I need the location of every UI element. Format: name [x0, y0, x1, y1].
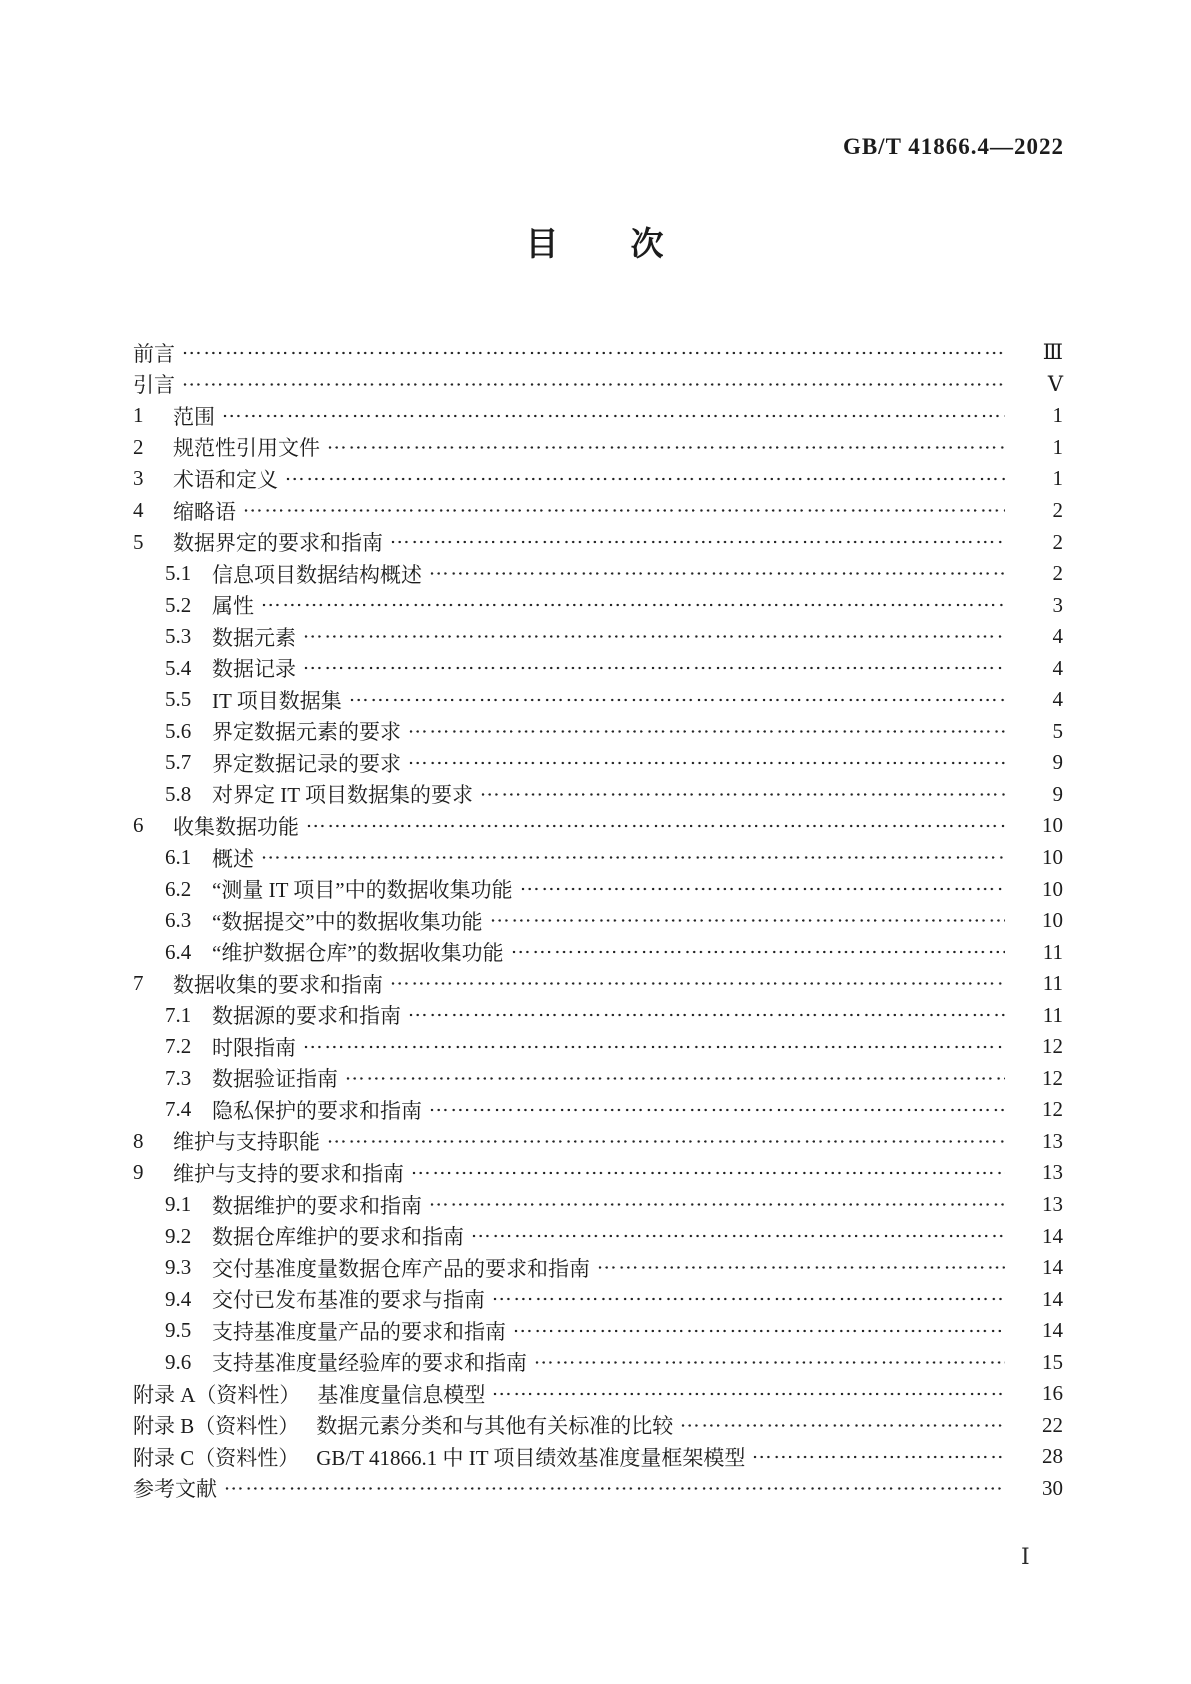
toc-entry-number: 5.4: [165, 655, 192, 680]
dot-leader: [346, 1063, 1005, 1095]
dot-leader: [514, 1315, 1005, 1347]
toc-entry-number: 6.4: [165, 939, 192, 964]
toc-entry-page: 14: [1042, 1318, 1063, 1343]
toc-entry-page: 10: [1042, 908, 1063, 933]
toc-entry-number: 附录 C（资料性）: [133, 1445, 300, 1470]
dot-leader: [409, 999, 1005, 1031]
dot-leader: [412, 1157, 1005, 1189]
toc-entry-page: 10: [1042, 876, 1063, 901]
toc-entry-number: 7.2: [165, 1034, 192, 1059]
toc-entry-page: 4: [1052, 687, 1063, 712]
toc-entry-number: 附录 A（资料性）: [133, 1382, 301, 1407]
dot-leader: [409, 716, 1005, 748]
toc-entry-number: 8: [133, 1128, 144, 1153]
dot-leader: [521, 873, 1005, 905]
toc-entry-title: 引言: [133, 373, 175, 398]
toc-entry-title: 信息项目数据结构概述: [212, 562, 422, 587]
toc-entry-title: 规范性引用文件: [173, 436, 320, 461]
toc-entry: [133, 684, 1063, 716]
toc-entry-number: 3: [133, 466, 144, 491]
toc-entry-page: 28: [1042, 1444, 1063, 1469]
dot-leader: [430, 1189, 1005, 1221]
dot-leader: [753, 1441, 1005, 1473]
toc-entry-number: 5.5: [165, 687, 192, 712]
toc-entry-title: 数据记录: [212, 657, 296, 682]
toc-entry: [133, 400, 1063, 432]
toc-entry-page: 14: [1042, 1223, 1063, 1248]
toc-entry-page: 11: [1042, 939, 1063, 964]
toc-entry: [133, 716, 1063, 748]
toc-entry-title: 对界定 IT 项目数据集的要求: [212, 783, 473, 808]
toc-entry-page: 2: [1052, 529, 1063, 554]
dot-leader: [430, 558, 1005, 590]
toc-entry-number: 9.2: [165, 1223, 192, 1248]
toc-entry-title: 交付已发布基准的要求与指南: [212, 1288, 485, 1313]
toc-entry-page: Ⅲ: [1042, 340, 1063, 365]
toc-entry: [133, 1378, 1063, 1410]
toc-entry-number: 5.8: [165, 781, 192, 806]
dot-leader: [183, 337, 1005, 369]
dot-leader: [391, 968, 1005, 1000]
dot-leader: [681, 1410, 1005, 1442]
dot-leader: [493, 1378, 1005, 1410]
toc-entry-title: 缩略语: [173, 499, 236, 524]
toc-entry: [133, 1063, 1063, 1095]
toc-entry: [133, 1189, 1063, 1221]
toc-entry-page: 12: [1042, 1065, 1063, 1090]
toc-entry-title: 属性: [212, 594, 254, 619]
toc-entry-title: 收集数据功能: [173, 814, 299, 839]
toc-entry: [133, 526, 1063, 558]
toc-entry-page: 13: [1042, 1128, 1063, 1153]
toc-entry-page: 4: [1052, 655, 1063, 680]
toc-entry-page: 9: [1052, 781, 1063, 806]
toc-entry-number: 5.3: [165, 624, 192, 649]
toc-entry-title: 数据源的要求和指南: [212, 1004, 401, 1029]
toc-entry-page: 14: [1042, 1286, 1063, 1311]
dot-leader: [598, 1252, 1005, 1284]
toc-entry-number: 6.2: [165, 876, 192, 901]
toc-entry: [133, 589, 1063, 621]
toc-entry: [133, 999, 1063, 1031]
toc-entry-title: 数据收集的要求和指南: [173, 972, 383, 997]
toc-entry-page: 13: [1042, 1192, 1063, 1217]
toc-entry-title: 数据元素分类和与其他有关标准的比较: [316, 1414, 674, 1439]
toc-entry-number: 9.3: [165, 1255, 192, 1280]
dot-leader: [304, 1031, 1005, 1063]
toc-entry: [133, 558, 1063, 590]
dot-leader: [183, 369, 1005, 401]
toc-entry-number: 9.6: [165, 1349, 192, 1374]
dot-leader: [223, 400, 1005, 432]
toc-entry-page: 9: [1052, 750, 1063, 775]
dot-leader: [244, 495, 1005, 527]
dot-leader: [262, 842, 1005, 874]
toc-entry-title: 数据界定的要求和指南: [173, 531, 383, 556]
standard-number: GB/T 41866.4—2022: [842, 134, 1064, 159]
toc-entry: [133, 1315, 1063, 1347]
dot-leader: [409, 747, 1005, 779]
toc-entry-number: 6.3: [165, 908, 192, 933]
toc-entry-number: 5.7: [165, 750, 192, 775]
toc-entry-page: 12: [1042, 1097, 1063, 1122]
toc-entry: [133, 842, 1063, 874]
toc-entry-title: 支持基准度量经验库的要求和指南: [212, 1351, 527, 1376]
toc-entry-page: 15: [1042, 1349, 1063, 1374]
toc-entry-title: GB/T 41866.1 中 IT 项目绩效基准度量框架模型: [316, 1445, 746, 1470]
toc-entry-title: 界定数据元素的要求: [212, 720, 401, 745]
toc-entry-number: 5: [133, 529, 144, 554]
toc-entry-number: 9.5: [165, 1318, 192, 1343]
toc-entry-title: 概述: [212, 846, 254, 871]
dot-leader: [328, 1126, 1005, 1158]
dot-leader: [304, 621, 1005, 653]
toc-entry: [133, 936, 1063, 968]
toc-entry-page: 16: [1042, 1381, 1063, 1406]
dot-leader: [535, 1347, 1005, 1379]
dot-leader: [307, 810, 1005, 842]
toc-entry-title: “测量 IT 项目”中的数据收集功能: [212, 878, 513, 903]
toc-entry-page: 1: [1052, 434, 1063, 459]
dot-leader: [391, 526, 1005, 558]
toc-entry: [133, 337, 1063, 369]
toc-entry-title: 维护与支持职能: [173, 1130, 320, 1155]
toc-entry: [133, 463, 1063, 495]
toc-entry-title: 前言: [133, 341, 175, 366]
toc-entry: [133, 1252, 1063, 1284]
toc-entry-page: 30: [1042, 1475, 1063, 1500]
toc-entry-number: 7.3: [165, 1065, 192, 1090]
toc-entry-page: 11: [1042, 971, 1063, 996]
dot-leader: [286, 463, 1005, 495]
toc-entry-page: 11: [1042, 1002, 1063, 1027]
toc-entry-number: 2: [133, 434, 144, 459]
toc-entry-title: “数据提交”中的数据收集功能: [212, 909, 483, 934]
toc-entry-page: 22: [1042, 1412, 1063, 1437]
toc-entry-page: 10: [1042, 813, 1063, 838]
dot-leader: [262, 589, 1005, 621]
toc-entry-number: 6: [133, 813, 144, 838]
toc-entry-page: 2: [1052, 498, 1063, 522]
dot-leader: [328, 432, 1005, 464]
toc-entry-title: 界定数据记录的要求: [212, 751, 401, 776]
toc-entry-title: IT 项目数据集: [212, 688, 342, 713]
toc-entry-number: 7.1: [165, 1002, 192, 1027]
toc-entry-page: 14: [1042, 1255, 1063, 1280]
dot-leader: [493, 1283, 1005, 1315]
toc-entry-title: 时限指南: [212, 1035, 296, 1060]
toc-entry: [133, 1157, 1063, 1189]
toc-entry-number: 9.1: [165, 1192, 192, 1217]
toc-entry: [133, 1031, 1063, 1063]
toc-entry: [133, 968, 1063, 1000]
table-of-contents: [133, 337, 1063, 1504]
toc-entry-number: 4: [133, 498, 144, 522]
toc-entry-page: 10: [1042, 845, 1063, 870]
toc-entry: [133, 1347, 1063, 1379]
toc-entry-title: 数据元素: [212, 625, 296, 650]
page-title: 目 次: [525, 227, 666, 263]
toc-entry-page: 2: [1052, 561, 1063, 586]
toc-entry-title: 维护与支持的要求和指南: [173, 1161, 404, 1186]
toc-entry-number: 9.4: [165, 1286, 192, 1311]
toc-entry: [133, 905, 1063, 937]
toc-entry: [133, 810, 1063, 842]
toc-entry-page: 12: [1042, 1034, 1063, 1059]
toc-entry: [133, 1283, 1063, 1315]
dot-leader: [491, 905, 1005, 937]
toc-entry-title: 隐私保护的要求和指南: [212, 1098, 422, 1123]
toc-entry-title: 范围: [173, 404, 215, 429]
toc-entry-title: 参考文献: [133, 1477, 217, 1502]
toc-entry-page: 1: [1052, 403, 1063, 428]
dot-leader: [350, 684, 1005, 716]
dot-leader: [430, 1094, 1005, 1126]
toc-entry: [133, 1441, 1063, 1473]
toc-entry-page: 4: [1052, 624, 1063, 649]
dot-leader: [225, 1473, 1005, 1505]
dot-leader: [304, 652, 1005, 684]
toc-entry-title: 交付基准度量数据仓库产品的要求和指南: [212, 1256, 590, 1281]
toc-entry: [133, 652, 1063, 684]
toc-entry-page: Ⅴ: [1047, 371, 1063, 396]
toc-entry: [133, 747, 1063, 779]
toc-entry-page: 13: [1042, 1160, 1063, 1185]
toc-entry: [133, 1094, 1063, 1126]
dot-leader: [512, 936, 1005, 968]
toc-entry: [133, 621, 1063, 653]
toc-entry-title: 数据仓库维护的要求和指南: [212, 1225, 464, 1250]
toc-entry: [133, 1410, 1063, 1442]
footer-page-number: Ⅰ: [1021, 1544, 1030, 1569]
toc-entry: [133, 495, 1063, 527]
toc-entry-title: 数据维护的要求和指南: [212, 1193, 422, 1218]
toc-entry-number: 9: [133, 1160, 144, 1185]
toc-entry: [133, 1126, 1063, 1158]
toc-entry: [133, 432, 1063, 464]
toc-entry-number: 1: [133, 403, 144, 428]
toc-entry-title: 术语和定义: [173, 467, 278, 492]
toc-entry-number: 7.4: [165, 1097, 192, 1122]
toc-entry: [133, 779, 1063, 811]
dot-leader: [472, 1220, 1005, 1252]
toc-entry-number: 5.1: [165, 561, 192, 586]
toc-entry-title: 基准度量信息模型: [317, 1382, 486, 1407]
toc-entry-title: 支持基准度量产品的要求和指南: [212, 1319, 506, 1344]
toc-entry-page: 3: [1052, 592, 1063, 617]
toc-entry: [133, 1473, 1063, 1505]
dot-leader: [481, 779, 1005, 811]
toc-entry: [133, 873, 1063, 905]
toc-entry-title: “维护数据仓库”的数据收集功能: [212, 941, 504, 966]
toc-entry-number: 5.6: [165, 718, 192, 743]
toc-entry-number: 附录 B（资料性）: [133, 1414, 300, 1439]
toc-entry-title: 数据验证指南: [212, 1067, 338, 1092]
toc-entry-page: 5: [1052, 718, 1063, 743]
toc-entry-number: 7: [133, 971, 144, 996]
toc-entry-number: 5.2: [165, 592, 192, 617]
toc-entry: [133, 369, 1063, 401]
toc-entry-number: 6.1: [165, 845, 192, 870]
toc-entry: [133, 1220, 1063, 1252]
toc-entry-page: 1: [1052, 466, 1063, 491]
